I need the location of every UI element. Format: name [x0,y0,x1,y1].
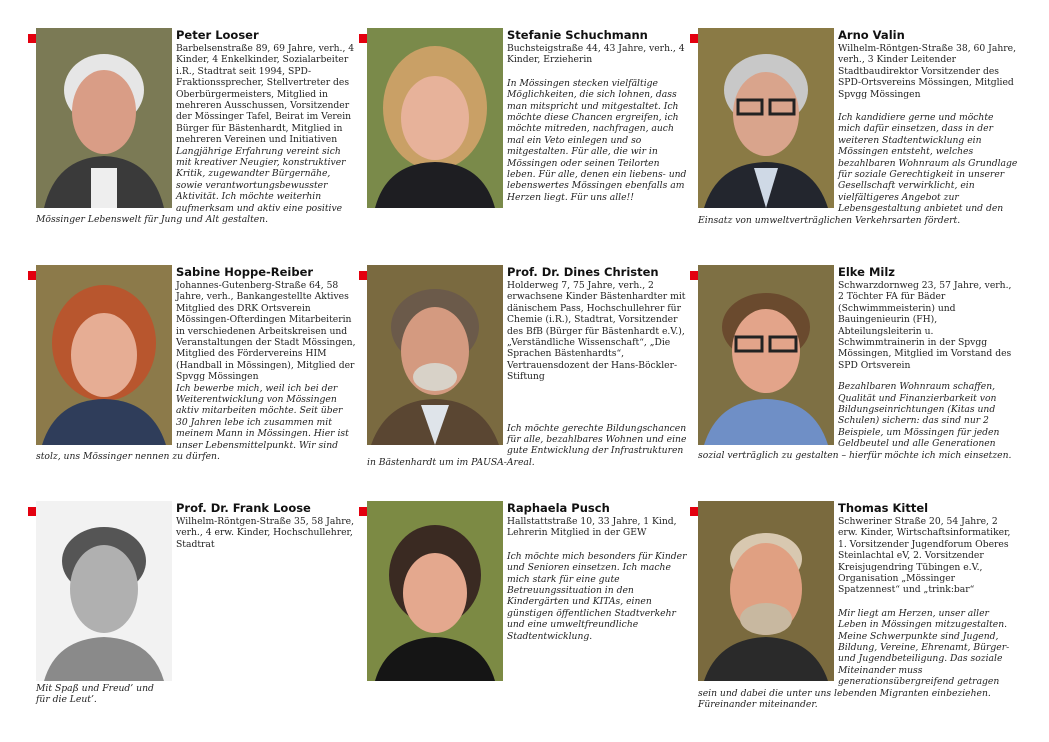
candidate-photo [698,501,834,681]
candidate-card [698,265,1018,461]
candidate-quote: In Mössingen stecken vielfältige Möglichkeiten, die sich lohnen, dass man mitspricht und mitgestaltet. Ich möchte diese Chancen ergreifen, ich möchte mitreden, nachfragen, auch mal ein Veto einlegen und so mitgestalten. Für alle, die wir in Mössingen oder seinen Teilorten leben. Für alle, denen ein liebens- und lebenswertes Mössingen ebenfalls am Herzen liegt. Für uns alle!! [507,77,687,203]
candidate-quote: Bezahlbaren Wohnraum schaffen, Qualität und Finanzierbarkeit von Bildungseinrichtungen (Kitas und Schulen) sichern: das sind nur 2 Beispiele, um Mössingen für jeden Geldbeutel und alle Generationen sozial verträglich zu gestalten – hierfür möchte ich mich einsetzen. [698,381,1012,461]
candidate-photo [367,265,503,445]
candidate-name: Stefanie Schuchmann [507,28,648,42]
candidate-card [367,28,687,210]
candidate-name: Prof. Dr. Frank Loose [176,501,311,515]
portrait-icon [698,501,834,681]
candidate-quote: Ich möchte gerechte Bildungschancen für alle, bezahlbares Wohnen und eine gute Entwicklung der Infrastrukturen in Bästenhardt um im PAUSA-Areal. [367,422,687,468]
portrait-icon [698,265,834,445]
candidate-bio: Hallstattstraße 10, 33 Jahre, 1 Kind, Lehrerin Mitglied in der GEW [507,516,677,539]
candidate-quote: Ich möchte mich besonders für Kinder und Senioren einsetzen. Ich mache mich stark für eine gute Betreuungssituation in den Kindergärten und KITAs, einen günstigen öffentlichen Stadtverkehr und eine umweltfreundliche Stadtentwicklung. [507,550,687,642]
portrait-icon [367,28,503,208]
candidate-photo [367,28,503,208]
candidate-quote: Mir liegt am Herzen, unser aller Leben in Mössingen mitzugestalten. Meine Schwerpunkte sind Jugend, Bildung, Vereine, Ehrenamt, Bürger- und Jugendbeteiligung. Das soziale Miteinander muss generationsübergreifend getragen sein und dabei die unter uns lebenden Migranten einbeziehen. Füreinander miteinander. [698,607,1010,711]
candidate-card [698,501,1018,711]
candidate-card [698,28,1018,226]
candidate-bio: Schweriner Straße 20, 54 Jahre, 2 erw. Kinder, Wirtschaftsinformatiker, 1. Vorsitzender Jugendforum Oberes Steinlachtal eV, 2. Vorsitzender Kreisjugendring Tübingen e.V., Organisation „Mössinger Spatzennest“ und „trink:bar“ [838,516,1011,596]
candidate-name: Raphaela Pusch [507,501,610,515]
candidate-card [36,28,356,226]
portrait-icon [367,501,503,681]
candidate-bio: Johannes-Gutenberg-Straße 64, 58 Jahre, verh., Bankangestellte Aktives Mitglied des DRK Ortsverein Mössingen-Ofterdingen Mitarbeiterin in verschiedenen Arbeitskreisen und Veranstaltungen der Stadt Mössingen, Mitglied des Fördervereins HIM (Handball in Mössingen), Mitglied der Spvgg Mössingen [176,280,356,383]
candidate-photo [698,28,834,208]
candidate-bio: Wilhelm-Röntgen-Straße 38, 60 Jahre, verh., 3 Kinder Leitender Stadtbaudirektor Vorsitzender des SPD-Ortsvereins Mössingen, Mitglied Spvgg Mössingen [838,43,1016,100]
portrait-icon [36,501,172,681]
candidate-name: Arno Valin [838,28,905,42]
candidate-card [36,501,356,706]
candidate-photo [698,265,834,445]
candidate-name: Elke Milz [838,265,895,279]
portrait-icon [36,265,172,445]
portrait-icon [36,28,172,208]
candidate-card [367,501,687,683]
portrait-icon [367,265,503,445]
candidate-name: Sabine Hoppe-Reiber [176,265,314,279]
candidate-quote: Mit Spaß und Freud’ und für die Leut’. [36,683,154,706]
candidate-photo [36,265,172,445]
candidate-card [367,265,687,468]
candidate-bio: Barbelsenstraße 89, 69 Jahre, verh., 4 Kinder, 4 Enkelkinder, Sozialarbeiter i.R., Stadtrat seit 1994, SPD-Fraktionssprecher, Stellvertreter des Oberbürgermeisters, Mitglied in mehreren Ausschussen, Vorsitzender der Mössinger Tafel, Beirat im Verein Bürger für Bästenhardt, Mitglied in mehreren Vereinen und Initiativen [176,43,355,146]
candidate-quote: Ich bewerbe mich, weil ich bei der Weiterentwicklung von Mössingen aktiv mitarbeiten möchte. Seit über 30 Jahren lebe ich zusammen mit meinem Mann in Mössingen. Hier ist unser Lebensmittelpunkt. Wir sind stolz, uns Mössinger nennen zu dürfen. [36,382,349,463]
candidate-quote: Langjährige Erfahrung vereint sich mit kreativer Neugier, konstruktiver Kritik, zugewandter Bürgernähe, sowie verantwortungsbewusster Aktivität. Ich möchte weiterhin aufmerksam und aktiv eine positive Mössinger Lebenswelt für Jung und Alt gestalten. [36,145,346,226]
candidate-bio: Wilhelm-Röntgen-Straße 35, 58 Jahre, verh., 4 erw. Kinder, Hochschullehrer, Stadtrat [176,516,354,550]
candidate-name: Thomas Kittel [838,501,929,515]
candidate-card [36,265,356,463]
candidate-name: Prof. Dr. Dines Christen [507,265,659,279]
candidate-quote: Ich kandidiere gerne und möchte mich dafür einsetzen, dass in der weiteren Stadtentwicklung ein Mössingen entsteht, welches bezahlbaren Wohnraum als Grundlage für soziale Gerechtigkeit in unserer Gesellschaft verwirklicht, ein vielfältigeres Angebot zur Lebensgestaltung anbietet und den Einsatz von umweltverträglichen Verkehrsarten fördert. [698,112,1018,226]
candidate-bio: Schwarzdornweg 23, 57 Jahre, verh., 2 Töchter FA für Bäder (Schwimmmeisterin) und Bauingenieurin (FH), Abteilungsleiterin u. Schwimmtrainerin in der Spvgg Mössingen, Mitglied im Vorstand des SPD Ortsverein [838,280,1012,371]
candidate-photo [36,501,172,681]
candidate-photo [36,28,172,208]
candidate-photo [367,501,503,681]
candidate-bio: Buchsteigstraße 44, 43 Jahre, verh., 4 Kinder, Erzieherin [507,43,685,66]
candidate-bio: Holderweg 7, 75 Jahre, verh., 2 erwachsene Kinder Bästenhardter mit dänischem Pass, Hochschullehrer für Chemie (i.R.), Stadtrat, Vorsitzender des BfB (Bürger für Bästenhardt e.V.), „Verständliche Wissenschaft“, „Die Sprachen Bästenhardts“, Vertrauensdozent der Hans-Böckler-Stiftung [507,280,686,383]
candidate-name: Peter Looser [176,28,259,42]
portrait-icon [698,28,834,208]
